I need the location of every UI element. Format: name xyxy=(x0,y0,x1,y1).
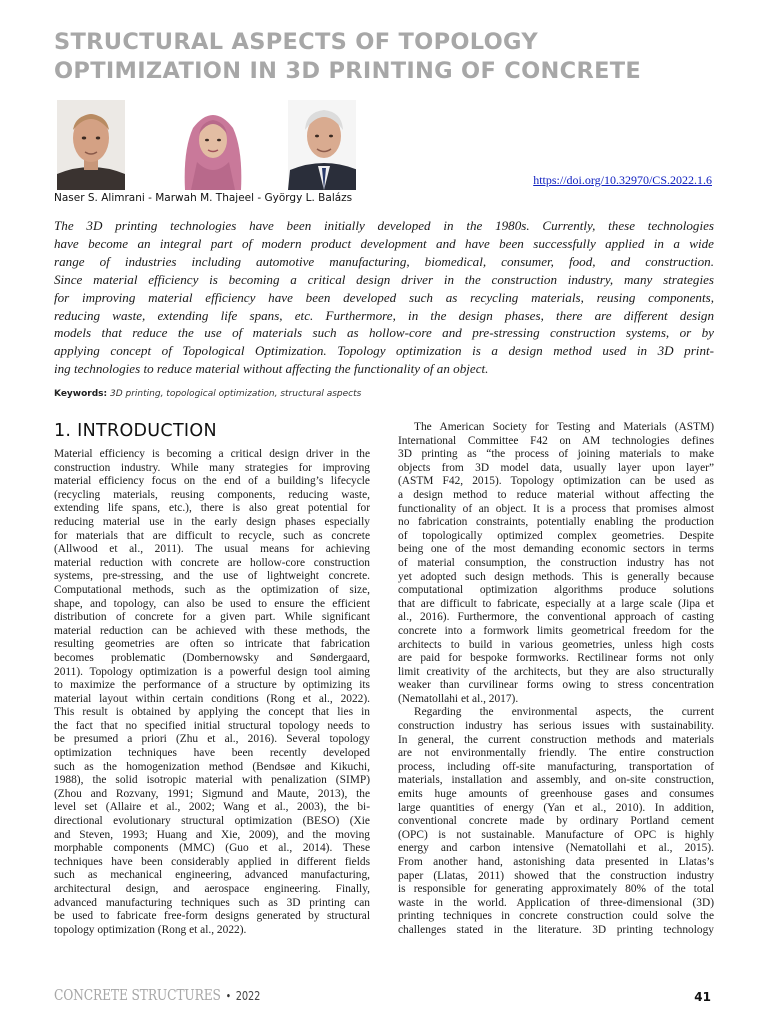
body-line: for materials that are difficult to recycle, such as concrete xyxy=(54,529,370,542)
abstract-line: have become an integral part of modern product development and have been successfully applied in a wide xyxy=(54,235,714,251)
title-line-2: OPTIMIZATION IN 3D PRINTING OF CONCRETE xyxy=(54,58,642,84)
body-line: and Steven, 1993; Huang and Xie, 2009), and the moving xyxy=(54,828,370,841)
body-line: (Allwood et al., 2011). The usual means for achieving xyxy=(54,543,370,556)
body-line: such as the homogenization method (Bendsøe and Kikuchi, xyxy=(54,760,370,773)
body-line: Material efficiency is becoming a critical design driver in the xyxy=(54,448,370,460)
body-line: material efficiency focus on the end of a building’s lifecycle xyxy=(54,475,370,488)
body-line: construction industry. While many strategies for improving xyxy=(54,461,370,474)
doi-link[interactable]: https://doi.org/10.32970/CS.2022.1.6 xyxy=(533,173,712,187)
body-line: being one of the most demanding economic sectors in terms xyxy=(398,543,714,556)
body-line: of material consumption, the construction industry has not xyxy=(398,556,714,569)
abstract xyxy=(54,217,714,378)
author-photo-thajeel xyxy=(179,100,247,190)
body-line: extending life spans, etc.), there is also great potential for xyxy=(54,502,370,515)
article-title xyxy=(54,28,734,86)
body-line: paper (Llatas, 2011) showed that the construction industry xyxy=(398,869,714,882)
section-heading-introduction: 1. INTRODUCTION xyxy=(54,421,217,441)
body-line: From another hand, astonishing data presented in Llatas’s xyxy=(398,856,714,868)
body-line: process, including off-site manufacturing, transportation of xyxy=(398,760,714,773)
abstract-line: ing technologies to reduce material without affecting the functionality of an object. xyxy=(54,361,489,377)
body-line: 2011). Topology optimization is a powerful design tool aiming xyxy=(54,665,370,678)
page-number: 41 xyxy=(694,990,711,1004)
abstract-line: The 3D printing technologies have been initially developed in the 1980s. Currently, these technologies xyxy=(54,218,714,233)
body-line: functionality of an object. It is a process that promises almost xyxy=(398,502,714,515)
body-line: large quantities of energy (Yan et al., 2010). In addition, xyxy=(398,801,714,814)
body-line: (recycling materials, reusing components, reducing waste, xyxy=(54,488,370,501)
body-line: reducing material use in the early design phases especially xyxy=(54,515,370,528)
body-line: material reduction with concrete are hollow-core construction xyxy=(54,556,370,569)
body-line: 1988), the solid isotropic material with penalization (SIMP) xyxy=(54,774,370,787)
author-names: Naser S. Alimrani - Marwah M. Thajeel - György L. Balázs xyxy=(54,192,353,204)
body-line: such as mechanical engineering, advanced manufacturing, xyxy=(54,869,370,882)
body-line: materials, installation and assembly, and on-site construction, xyxy=(398,774,714,787)
body-line: becomes problematic (Dombernowsky and Søndergaard, xyxy=(54,651,370,664)
body-line: yet adopted such design methods. This is generally because xyxy=(398,570,714,583)
body-line: that are difficult to fabricate, especially at a large scale (Jipa et xyxy=(398,597,714,610)
body-line: 3D printing as “the process of joining materials to make xyxy=(398,448,714,461)
body-line: to maximize the performance of a structure by optimizing its xyxy=(54,679,370,692)
body-line: advanced manufacturing techniques such as 3D printing can xyxy=(54,896,370,909)
body-column-left xyxy=(54,448,370,937)
body-line: (Zhou and Rozvany, 1991; Sigmund and Maute, 2013), the xyxy=(54,787,370,800)
body-line: is responsible for generating approximately 80% of the total xyxy=(398,883,714,896)
body-line: material reduction can be achieved with these methods, the xyxy=(54,624,370,637)
body-line: waste in the world. Application of three-dimensional (3D) xyxy=(398,896,714,909)
body-line: systems, pre-stressing, and the use of lightweight concrete. xyxy=(54,570,370,583)
footer-journal xyxy=(54,986,260,1004)
body-line: al., 2016). Furthermore, the conventional approach of casting xyxy=(398,611,714,624)
keywords-label: Keywords: xyxy=(54,389,108,399)
body-line: concrete into a formwork limits geometrical freedom for the xyxy=(398,624,714,637)
body-line: material layout within certain conditions (Rong et al., 2022). xyxy=(54,692,370,705)
body-line: challenges stated in the literature. 3D printing technology xyxy=(398,923,714,936)
body-line: level set (Allaire et al., 2002; Wang et al., 2003), the bi- xyxy=(54,801,370,814)
body-line: (ASTM F42, 2015). Topology optimization can be used as xyxy=(398,475,714,488)
body-line: In general, the current construction methods and materials xyxy=(398,733,714,746)
body-line: construction industry has serious issues with sustainability. xyxy=(398,720,714,733)
abstract-line: range of industries including automotive manufacturing, biomedical, consumer, food, and construction. xyxy=(54,253,714,269)
abstract-line: applying concept of Topological Optimization. Topology optimization is a design method used in 3D print- xyxy=(54,343,714,359)
body-line: architects to build in various geometries, unless high costs xyxy=(398,638,714,651)
body-line: resulting geometries are often so intricate that fabrication xyxy=(54,638,370,651)
body-line: Computational methods, such as the optimization of size, xyxy=(54,583,370,596)
body-line: International Committee F42 on AM technologies defines xyxy=(398,434,714,447)
author-photo-alimrani xyxy=(57,100,125,190)
body-line: architectural design, and aerospace engineering. Finally, xyxy=(54,883,370,895)
footer-separator: • xyxy=(225,990,231,1003)
body-line: morphable components (MMC) (Guo et al., 2014). These xyxy=(54,842,370,855)
body-line: computational optimization algorithms produce solutions xyxy=(398,584,714,597)
body-line: emits huge amounts of greenhouse gases and consumes xyxy=(398,788,714,801)
body-line: the fact that no specified initial structural topology needs to xyxy=(54,719,370,732)
abstract-line: for improving material efficiency have been developed such as recycling materials, reusing components, xyxy=(54,289,714,305)
body-line: are paid for bespoke formworks. Rectilinear forms not only xyxy=(398,652,714,665)
body-line: directional evolutionary structural optimization (BESO) (Xie xyxy=(54,815,370,828)
body-line: energy and carbon intensive (Nematollahi et al., 2015). xyxy=(398,842,714,855)
body-line: of topologically optimized complex geometries. Despite xyxy=(398,529,714,542)
body-line: are not environmentally friendly. The entire construction xyxy=(398,747,714,760)
body-line: (OPC) is not sustainable. Manufacture of OPC is highly xyxy=(398,828,714,841)
body-line: be presumed a priori (Zhu et al., 2016). Several topology xyxy=(54,733,370,746)
body-line: Regarding the environmental aspects, the current xyxy=(414,706,714,719)
body-line: The American Society for Testing and Materials (ASTM) xyxy=(414,421,714,433)
keywords-value: 3D printing, topological optimization, structural aspects xyxy=(110,389,362,399)
body-line: shape, and topology, can also be used to ensure the efficient xyxy=(54,597,370,610)
journal-name: CONCRETE STRUCTURES xyxy=(54,986,221,1004)
body-line: This result is obtained by applying the concept that lies in xyxy=(54,706,370,719)
body-line: conventional concrete made by ordinary Portland cement xyxy=(398,815,714,828)
body-line: no fabrication constraints, potentially enabling the production xyxy=(398,516,714,529)
body-line: weaker than curvilinear forms owing to stress concentration xyxy=(398,679,714,692)
author-photo-balazs xyxy=(288,100,356,190)
body-column-right xyxy=(398,421,714,938)
body-line: objects from 3D model data, usually layer upon layer” xyxy=(398,461,714,474)
body-line: printing techniques in concrete construction could solve the xyxy=(398,910,714,923)
body-line: distribution of concrete for a given part. While significant xyxy=(54,611,370,624)
abstract-line: Since material efficiency is becoming a critical design driver in the construction industry, many strategies xyxy=(54,271,714,287)
body-line: optimization techniques have been recently developed xyxy=(54,747,370,760)
title-line-1: STRUCTURAL ASPECTS OF TOPOLOGY xyxy=(54,29,538,55)
body-line: a design method to reduce material without affecting the xyxy=(398,488,714,501)
keywords xyxy=(54,389,361,399)
abstract-line: models that reduce the use of materials such as hollow-core and pre-stressing construction systems, or by xyxy=(54,325,714,341)
body-line: be used to fabricate free-form designs generated by structural xyxy=(54,910,370,923)
body-line: techniques have been considerably applied in different fields xyxy=(54,855,370,868)
footer-year: 2022 xyxy=(235,989,261,1003)
body-line: limit creativity of the architects, but they are also structurally xyxy=(398,665,714,678)
body-line: (Nematollahi et al., 2017). xyxy=(398,692,519,705)
body-line: topology optimization (Rong et al., 2022). xyxy=(54,923,247,936)
abstract-line: reducing waste, extending life spans, etc. Furthermore, in the design phases, there are different design xyxy=(54,307,714,323)
